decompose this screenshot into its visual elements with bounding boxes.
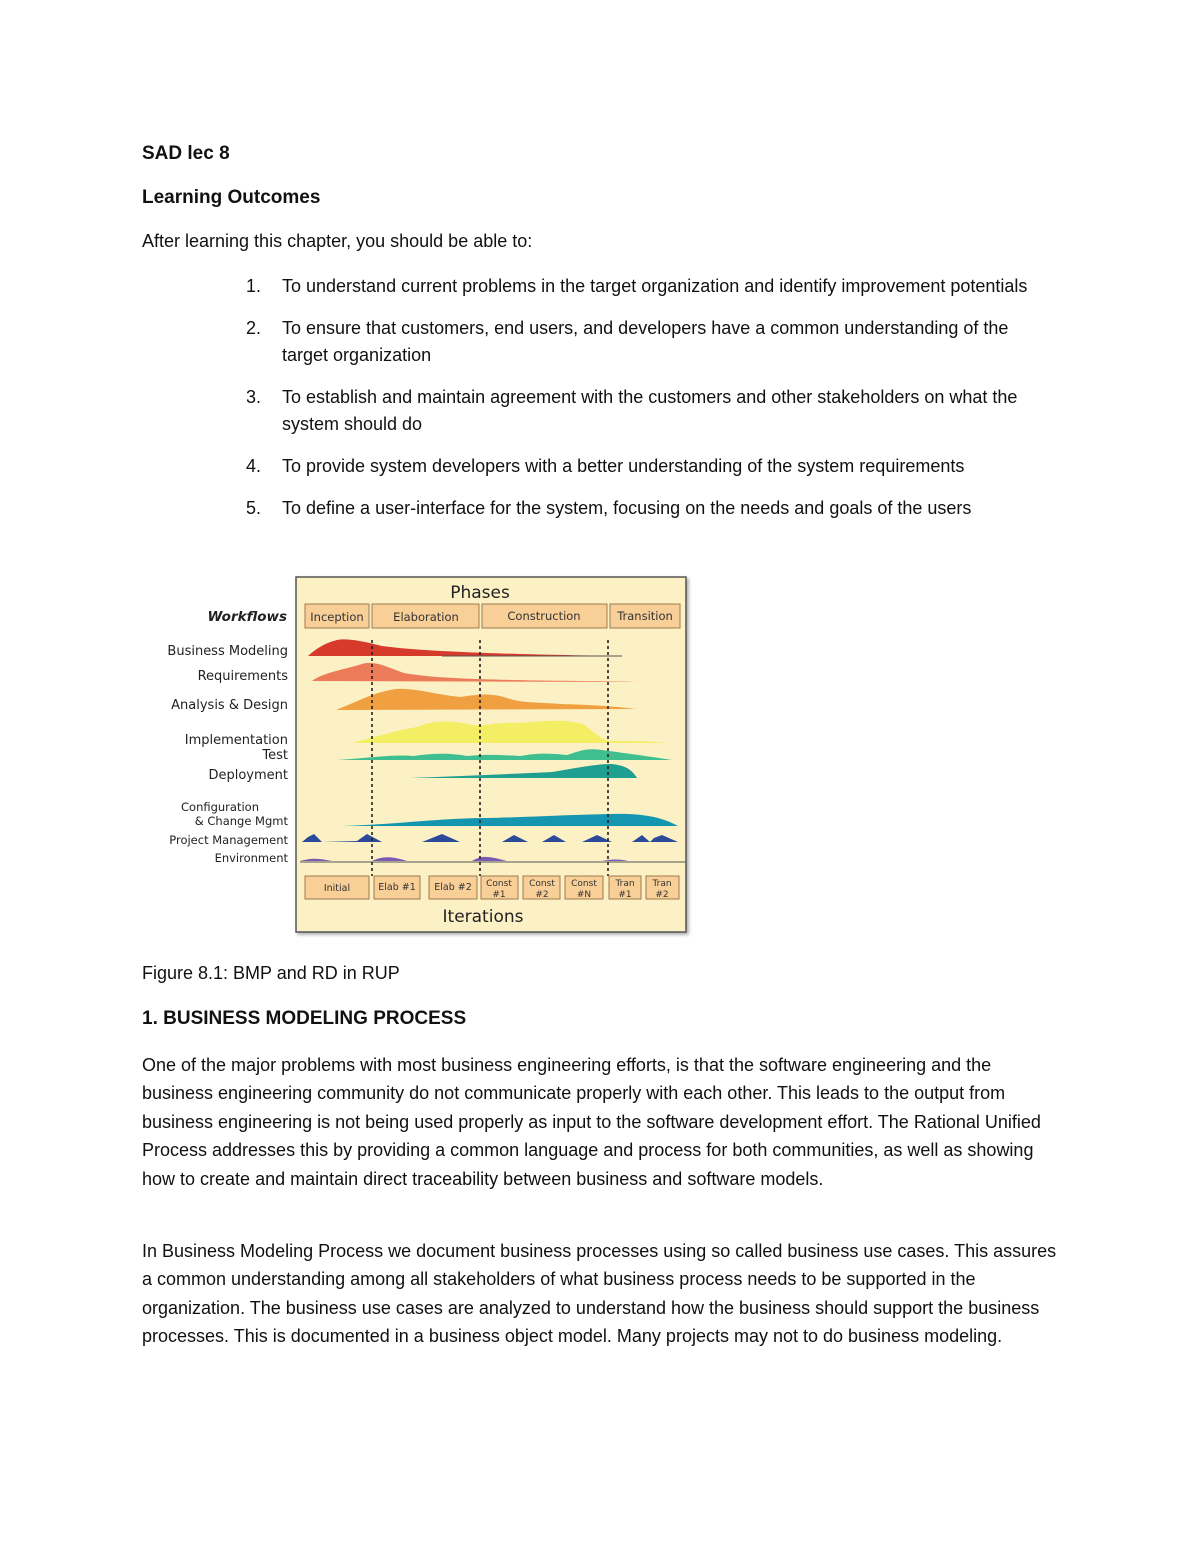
workflow-label: Test [262,748,288,763]
list-text: To establish and maintain agreement with the customers and other stakeholders on what the system should do [282,387,1018,434]
iteration-label: #2 [655,890,669,900]
rup-diagram-svg [142,570,702,945]
list-item [246,495,1046,522]
list-number: 4. [246,456,262,476]
figure-caption: Figure 8.1: BMP and RD in RUP [142,963,400,983]
workflow-label: Environment [214,851,288,865]
iteration-label: Const [529,879,555,889]
iteration-label: Elab #2 [434,882,472,893]
list-item [246,384,1046,438]
body-paragraph: In Business Modeling Process we document business processes using so called business use cases. This assures a common understanding among all stakeholders of what business process needs to be supported in the organization. The business use cases are analyzed to understand how the business should support the business processes. This is documented in a business object model. Many projects may not to do business modeling. [142,1241,1057,1347]
workflow-label: Requirements [197,669,288,684]
rup-diagram [142,570,702,950]
workflow-label: Configuration [181,800,259,814]
workflow-label: & Change Mgmt [194,814,288,828]
list-number: 2. [246,318,262,338]
list-text: To define a user-interface for the system, focusing on the needs and goals of the users [282,498,972,518]
document-title: SAD lec 8 [142,143,230,164]
workflow-label: Analysis & Design [171,698,288,713]
iteration-label: Tran [615,879,635,889]
list-text: To provide system developers with a better understanding of the system requirements [282,456,965,476]
list-item [246,315,1046,369]
iteration-label: #1 [492,890,506,900]
list-number: 1. [246,276,262,296]
iteration-label: Tran [652,879,672,889]
list-number: 3. [246,387,262,407]
list-text: To ensure that customers, end users, and developers have a common understanding of the target organization [282,318,1009,365]
workflow-label: Implementation [184,733,288,748]
workflow-label: Deployment [208,768,288,783]
list-item [246,273,1046,300]
phase-label: Elaboration [393,610,459,624]
workflows-label: Workflows [207,609,287,625]
list-number: 5. [246,498,262,518]
iteration-label: #N [576,890,592,900]
iterations-title: Iterations [442,907,524,927]
iteration-label: #1 [618,890,632,900]
outcomes-list [246,273,1046,537]
list-item [246,453,1046,480]
body-paragraph: One of the major problems with most business engineering efforts, is that the software engineering and the business engineering community do not communicate properly with each other. This leads to the output from business engineering is not being used properly as input to the software development effort. The Rational Unified Process addresses this by providing a common language and process for both communities, as well as showing how to create and maintain direct traceability between business and software models. [142,1055,1041,1189]
learning-outcomes-heading: Learning Outcomes [142,187,321,208]
phase-label: Inception [310,610,364,624]
iteration-label: Const [571,879,597,889]
section-heading: 1. BUSINESS MODELING PROCESS [142,1008,467,1029]
phase-label: Transition [617,609,673,623]
workflow-label: Project Management [169,833,288,847]
iteration-label: #2 [535,890,549,900]
workflow-label: Business Modeling [167,644,288,659]
iteration-label: Elab #1 [378,882,416,893]
phase-label: Construction [507,609,581,623]
phases-title: Phases [450,583,510,603]
iteration-label: Const [486,879,512,889]
iteration-label: Initial [323,883,351,894]
list-text: To understand current problems in the target organization and identify improvement potentials [282,276,1028,296]
intro-text: After learning this chapter, you should be able to: [142,231,533,251]
